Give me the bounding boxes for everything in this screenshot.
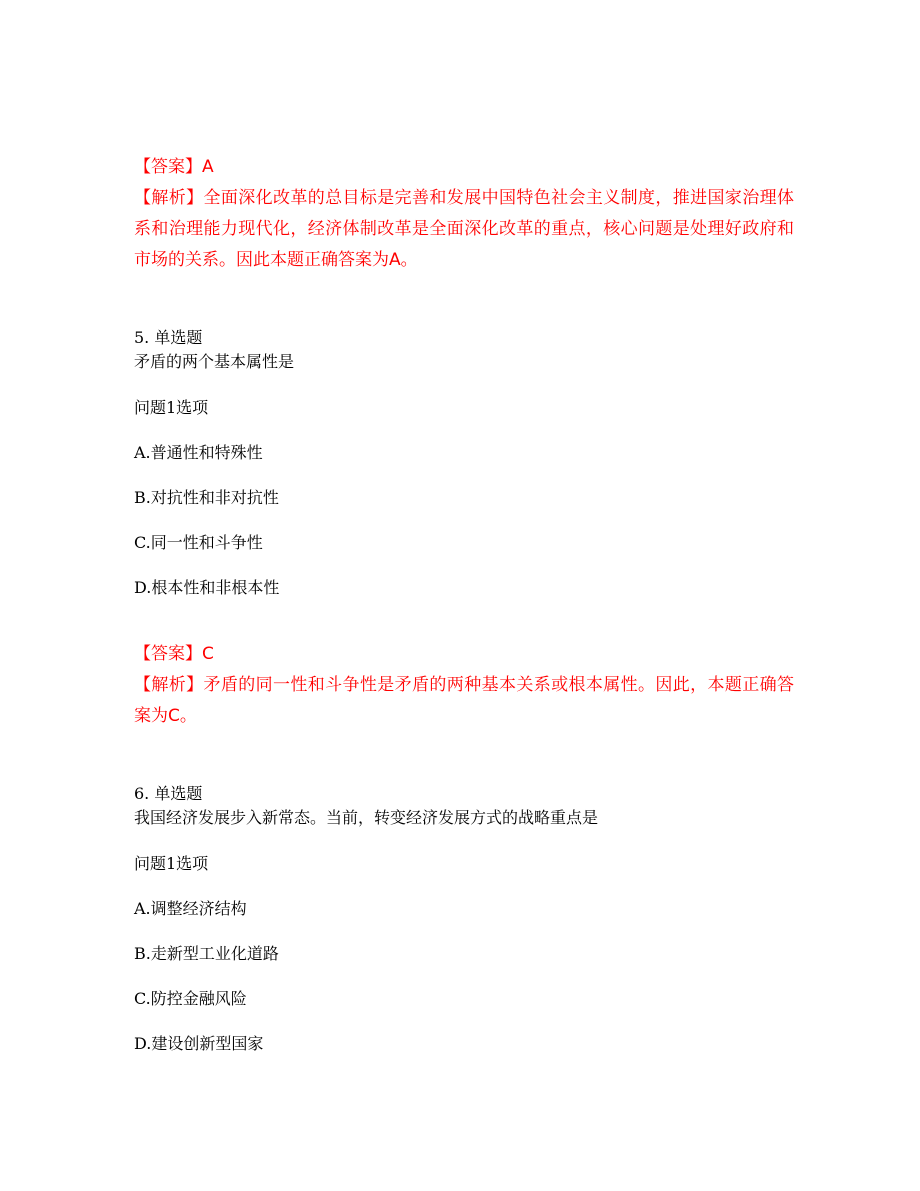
option-a: A.调整经济结构	[134, 899, 247, 918]
explanation-text: 【解析】全面深化改革的总目标是完善和发展中国特色社会主义制度，推进国家治理体系和治理能力现代化，经济体制改革是全面深化改革的重点，核心问题是处理好政府和市场的关系。因此本题正确答案为A。	[134, 188, 794, 270]
question-5	[134, 326, 794, 600]
answer-line: 【答案】A	[134, 157, 214, 177]
answer-block-5	[134, 639, 794, 732]
option-c: C.同一性和斗争性	[134, 533, 263, 552]
question-6	[134, 782, 794, 1056]
answer-block-4	[134, 152, 794, 276]
options-label: 问题1选项	[134, 854, 209, 873]
explanation-text: 【解析】矛盾的同一性和斗争性是矛盾的两种基本关系或根本属性。因此，本题正确答案为C。	[134, 675, 794, 726]
option-a: A.普通性和特殊性	[134, 443, 263, 462]
question-header: 5. 单选题	[134, 328, 203, 347]
option-c: C.防控金融风险	[134, 989, 247, 1008]
question-header: 6. 单选题	[134, 784, 203, 803]
question-stem: 矛盾的两个基本属性是	[134, 352, 295, 371]
option-b: B.对抗性和非对抗性	[134, 488, 279, 507]
option-d: D.建设创新型国家	[134, 1034, 264, 1053]
options-label: 问题1选项	[134, 398, 209, 417]
answer-line: 【答案】C	[134, 644, 214, 664]
option-d: D.根本性和非根本性	[134, 578, 280, 597]
question-stem: 我国经济发展步入新常态。当前，转变经济发展方式的战略重点是	[134, 808, 599, 827]
option-b: B.走新型工业化道路	[134, 944, 279, 963]
